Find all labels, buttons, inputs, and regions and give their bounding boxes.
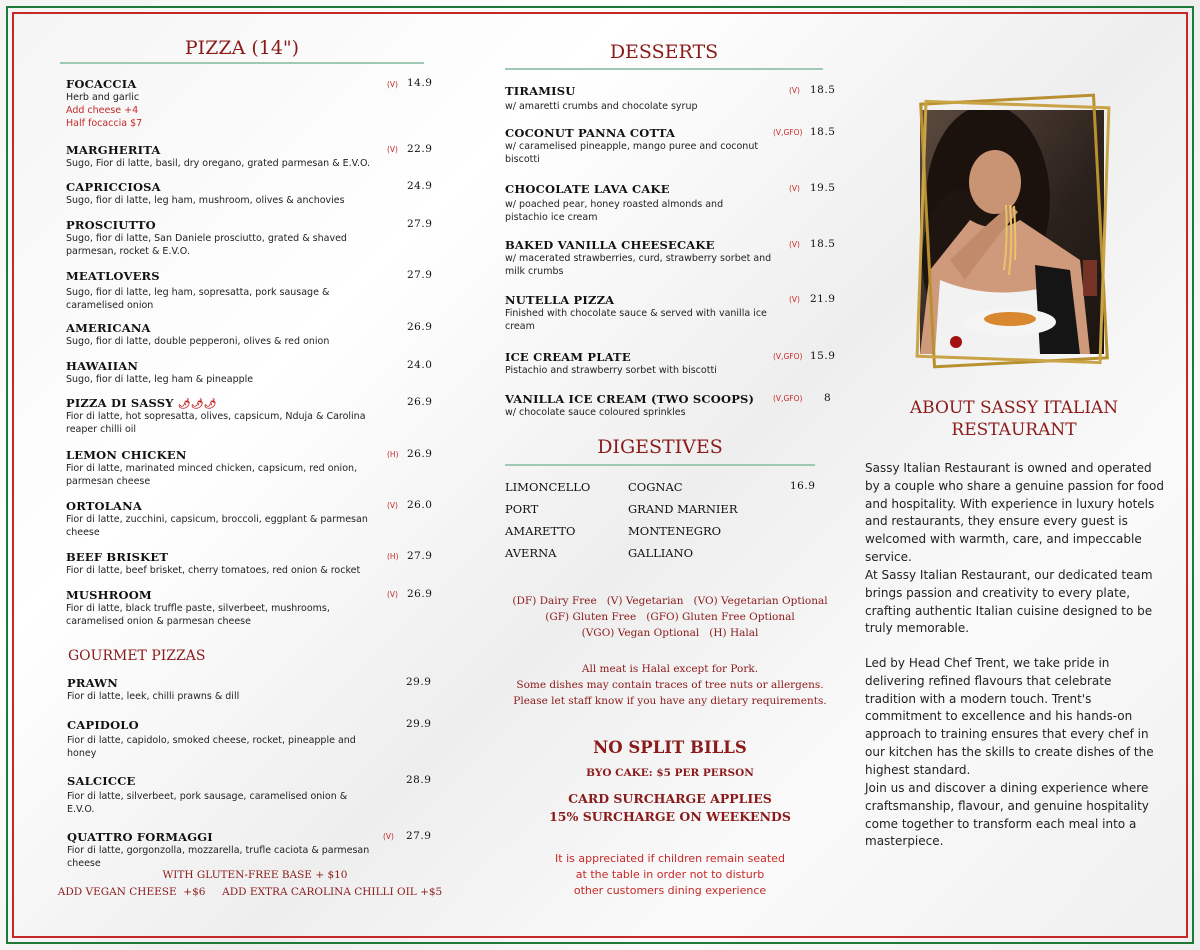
item-name-text: PIZZA DI SASSY: [66, 396, 174, 410]
menu-item: [67, 718, 377, 760]
diet-tag: (V,GFO): [773, 394, 803, 403]
digestive-item: AMARETTO: [505, 524, 576, 538]
item-name: [66, 396, 386, 410]
menu-item: [66, 550, 386, 577]
item-desc: Sugo, fior di latte, San Daniele prosciutto, grated & shaved parmesan, rocket & E.V.O.: [66, 233, 347, 257]
menu-item: [66, 448, 376, 488]
item-name: MEATLOVERS: [66, 269, 160, 283]
menu-item: [66, 218, 366, 258]
desserts-title-rule: [505, 68, 823, 70]
item-price: 27.9: [407, 218, 433, 230]
addons-note: ADD VEGAN CHEESE +$6 ADD EXTRA CAROLINA CHILLI OIL +$5: [57, 886, 443, 898]
item-name: ORTOLANA: [66, 499, 142, 513]
diet-tag: (V): [387, 590, 398, 599]
menu-item: [505, 392, 770, 419]
item-name: PRAWN: [67, 676, 118, 690]
item-name: VANILLA ICE CREAM (TWO SCOOPS): [505, 392, 755, 406]
item-desc: w/ caramelised pineapple, mango puree and coconut biscotti: [505, 141, 759, 165]
about-paragraph: Led by Head Chef Trent, we take pride in delivering refined flavours that celebrate tradition with a modern touch. Trent's commitment to excellence and his hands-on approach to training ensures that every chef in our kitchen has the skills to create dishes of the highest standard.: [865, 656, 1154, 777]
no-split-bills: NO SPLIT BILLS: [593, 738, 747, 757]
allergy-note: Please let staff know if you have any dietary requirements.: [513, 695, 827, 707]
diet-tag: (H): [387, 450, 399, 459]
item-price: 26.9: [407, 396, 433, 408]
menu-item: [66, 396, 386, 436]
digestive-item: COGNAC: [628, 480, 683, 494]
menu-item: [67, 774, 362, 816]
item-desc: Fior di latte, gorgonzolla, mozzarella, trufle caciota & parmesan cheese: [67, 845, 370, 869]
about-paragraph: At Sassy Italian Restaurant, our dedicated team brings passion and creativity to every plate, crafting authentic Italian cuisine designed to be truly memorable.: [865, 568, 1153, 636]
item-name: FOCACCIA: [66, 77, 137, 91]
menu-item: [66, 499, 382, 539]
menu-item: [66, 77, 386, 130]
item-desc: Sugo, fior di latte, double pepperoni, olives & red onion: [66, 336, 330, 347]
digestive-item: PORT: [505, 502, 539, 516]
children-note-line: It is appreciated if children remain seated: [555, 852, 785, 865]
item-name: HAWAIIAN: [66, 359, 139, 373]
item-name: LEMON CHICKEN: [66, 448, 187, 462]
item-desc: w/ chocolate sauce coloured sprinkles: [505, 407, 686, 418]
digestive-item: MONTENEGRO: [628, 524, 722, 538]
item-desc: Fior di latte, capidolo, smoked cheese, rocket, pineapple and honey: [67, 735, 356, 759]
item-price: 26.9: [407, 588, 433, 600]
about-title-line: RESTAURANT: [951, 420, 1077, 440]
item-desc: Fior di latte, hot sopresatta, olives, capsicum, Nduja & Carolina reaper chilli oil: [66, 411, 366, 435]
item-name: ICE CREAM PLATE: [505, 350, 631, 364]
item-name: MUSHROOM: [66, 588, 152, 602]
item-price: 27.9: [407, 269, 433, 281]
item-name: PROSCIUTTO: [66, 218, 156, 232]
item-desc: w/ amaretti crumbs and chocolate syrup: [505, 101, 698, 112]
diet-tag: (V): [387, 501, 398, 510]
diet-tag: (V): [387, 145, 398, 154]
diet-tag: (H): [387, 552, 399, 561]
item-name: TIRAMISU: [505, 84, 576, 98]
digestives-title: DIGESTIVES: [597, 436, 723, 458]
diet-tag: (V): [789, 184, 800, 193]
desserts-title: DESSERTS: [609, 41, 719, 63]
item-price: 14.9: [407, 77, 433, 89]
item-price: 18.5: [810, 238, 836, 250]
menu-item: [67, 830, 382, 870]
diet-tag: (V): [789, 86, 800, 95]
item-name: MARGHERITA: [66, 143, 161, 157]
menu-item: [66, 588, 366, 628]
item-price: 26.9: [407, 321, 433, 333]
diet-tag: (V): [789, 295, 800, 304]
item-name: BEEF BRISKET: [66, 550, 169, 564]
allergy-note: Some dishes may contain traces of tree nuts or allergens.: [516, 679, 824, 691]
item-name: QUATTRO FORMAGGI: [67, 830, 213, 844]
diet-tag: (V,GFO): [773, 128, 803, 137]
about-paragraph: Join us and discover a dining experience where craftsmanship, flavour, and genuine hospitality come together to transform each meal into a masterpiece.: [865, 781, 1149, 849]
menu-item: [505, 293, 785, 333]
item-desc: Sugo, fior di latte, leg ham, mushroom, olives & anchovies: [66, 195, 345, 206]
item-price: 27.9: [406, 830, 432, 842]
pizza-title: PIZZA (14"): [184, 37, 300, 59]
item-name: AMERICANA: [66, 321, 151, 335]
chili-pepper-icon: 🌶🌶🌶: [177, 399, 217, 410]
digestive-item: GRAND MARNIER: [628, 502, 738, 516]
item-name: CAPRICCIOSA: [66, 180, 161, 194]
gourmet-title: GOURMET PIZZAS: [68, 648, 206, 664]
about-title-line: ABOUT SASSY ITALIAN: [909, 398, 1119, 418]
item-price: 26.0: [407, 499, 433, 511]
children-note-line: at the table in order not to disturb: [575, 868, 765, 881]
diet-tag: (V): [789, 240, 800, 249]
legend-line: (GF) Gluten Free (GFO) Gluten Free Optional: [545, 611, 795, 623]
digestive-item: LIMONCELLO: [505, 480, 591, 494]
item-price: 8: [824, 392, 832, 404]
item-desc: Fior di latte, marinated minced chicken, capsicum, red onion, parmesan cheese: [66, 463, 358, 487]
item-price: 28.9: [406, 774, 432, 786]
item-price: 18.5: [810, 126, 836, 138]
menu-item: [505, 84, 775, 113]
item-name: CHOCOLATE LAVA CAKE: [505, 182, 670, 196]
item-desc: Fior di latte, zucchini, capsicum, broccoli, eggplant & parmesan cheese: [66, 514, 368, 538]
item-price: 29.9: [406, 718, 432, 730]
menu-item: [505, 126, 785, 166]
children-note: [470, 851, 870, 899]
menu-item: [505, 350, 775, 377]
digestive-item: AVERNA: [505, 546, 557, 560]
digestives-title-rule: [505, 464, 815, 466]
item-price: 24.0: [407, 359, 433, 371]
item-desc: Sugo, Fior di latte, basil, dry oregano, grated parmesan & E.V.O.: [66, 158, 371, 169]
item-desc: Fior di latte, leek, chilli prawns & dill: [67, 691, 240, 702]
item-price: 22.9: [407, 143, 433, 155]
item-price: 24.9: [407, 180, 433, 192]
item-desc: w/ macerated strawberries, curd, strawberry sorbet and milk crumbs: [505, 253, 772, 277]
item-name: NUTELLA PIZZA: [505, 293, 615, 307]
item-desc: w/ poached pear, honey roasted almonds and pistachio ice cream: [505, 199, 724, 223]
diet-tag: (V): [387, 80, 398, 89]
byo-cake: BYO CAKE: $5 PER PERSON: [586, 767, 754, 779]
weekend-surcharge: 15% SURCHARGE ON WEEKENDS: [549, 809, 791, 824]
legend-line: (VGO) Vegan Optional (H) Halal: [581, 627, 759, 639]
digestives-price: 16.9: [790, 480, 816, 492]
item-name: SALCICCE: [67, 774, 136, 788]
item-desc: Sugo, fior di latte, leg ham, sopresatta, pork sausage & caramelised onion: [66, 287, 330, 311]
item-price: 27.9: [407, 550, 433, 562]
menu-item: [66, 180, 386, 207]
gluten-free-note: WITH GLUTEN-FREE BASE + $10: [162, 869, 348, 881]
item-desc: Finished with chocolate sauce & served with vanilla ice cream: [505, 308, 767, 332]
item-name: BAKED VANILLA CHEESECAKE: [505, 238, 715, 252]
menu-item: [66, 359, 386, 386]
card-surcharge: CARD SURCHARGE APPLIES: [568, 791, 772, 806]
item-price: 15.9: [810, 350, 836, 362]
item-name: CAPIDOLO: [67, 718, 139, 732]
menu-item: [66, 321, 386, 348]
item-price: 26.9: [407, 448, 433, 460]
item-extra: Add cheese +4: [66, 105, 139, 116]
item-price: 19.5: [810, 182, 836, 194]
about-paragraph: Sassy Italian Restaurant is owned and operated by a couple who share a genuine passion for food and hospitality. With experience in luxury hotels and restaurants, they ensure every guest is welcomed with warmth, care, and impeccable service.: [865, 461, 1164, 564]
pizza-title-rule: [60, 62, 424, 64]
item-name: COCONUT PANNA COTTA: [505, 126, 676, 140]
item-price: 18.5: [810, 84, 836, 96]
digestive-item: GALLIANO: [628, 546, 694, 560]
item-desc: Herb and garlic: [66, 92, 140, 103]
menu-item: [505, 182, 755, 224]
children-note-line: other customers dining experience: [573, 884, 767, 897]
menu-item: [66, 269, 356, 312]
item-desc: Fior di latte, silverbeet, pork sausage, caramelised onion & E.V.O.: [67, 791, 348, 815]
gold-frame: [916, 100, 1111, 364]
about-title: [865, 397, 1163, 441]
menu-item: [67, 676, 387, 703]
item-desc: Sugo, fior di latte, leg ham & pineapple: [66, 374, 254, 385]
item-price: 29.9: [406, 676, 432, 688]
item-desc: Pistachio and strawberry sorbet with biscotti: [505, 365, 717, 376]
item-extra: Half focaccia $7: [66, 118, 143, 129]
item-desc: Fior di latte, beef brisket, cherry tomatoes, red onion & rocket: [66, 565, 361, 576]
legend-line: (DF) Dairy Free (V) Vegetarian (VO) Vegetarian Optional: [512, 595, 828, 607]
item-desc: Fior di latte, black truffle paste, silverbeet, mushrooms, caramelised onion & parmesan cheese: [66, 603, 330, 627]
diet-tag: (V): [383, 832, 394, 841]
diet-tag: (V,GFO): [773, 352, 803, 361]
menu-item: [505, 238, 775, 278]
menu-item: [66, 143, 386, 170]
item-price: 21.9: [810, 293, 836, 305]
allergy-note: All meat is Halal except for Pork.: [581, 663, 759, 675]
